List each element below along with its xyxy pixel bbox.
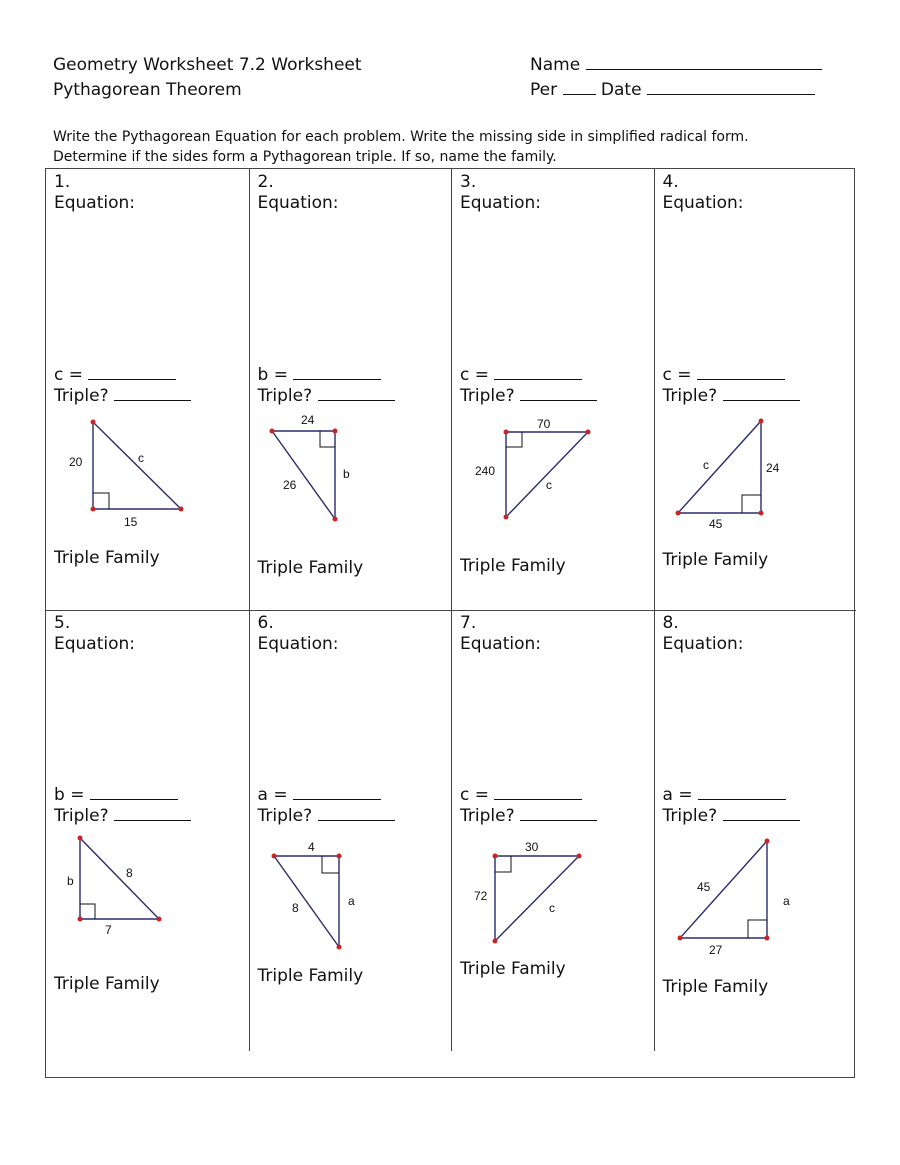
name-blank[interactable] [586,55,822,70]
vertex-dot [493,854,498,859]
triple-family-label: Triple Family [257,558,364,578]
problem-number: 3. [460,172,477,192]
side-label: b [67,874,74,888]
equation-label: Equation: [662,193,744,213]
triple-label: Triple? [662,386,718,406]
problem-cell-8 [654,610,857,1051]
right-angle-marker [93,493,109,509]
vertex-dot [336,854,341,859]
triple-label: Triple? [54,806,109,826]
vertex-dot [677,936,682,941]
per-blank[interactable] [563,80,596,95]
problem-number: 5. [54,613,71,633]
problem-cell-4 [654,169,857,610]
side-label: 26 [282,478,296,492]
side-label: c [546,478,552,492]
triangle-outline [506,432,588,517]
equation-label: Equation: [257,193,339,213]
triple-label: Triple? [460,806,515,826]
problem-cell-2 [249,169,452,610]
vertex-dot [493,939,498,944]
problem-number: 4. [662,172,679,192]
side-label: a [347,894,355,908]
triple-label: Triple? [460,386,515,406]
problem-grid [45,168,855,1078]
problem-number: 7. [460,613,477,633]
instruction-line-1: Write the Pythagorean Equation for each problem. Write the missing side in simplified radical form. [53,129,749,145]
side-label: 45 [696,880,710,894]
answer-label: c = [662,365,692,385]
triangle-diagram [452,169,654,610]
side-label: 7 [105,923,112,937]
vertex-dot [179,507,184,512]
triple-family-label: Triple Family [662,977,769,997]
vertex-dot [586,430,591,435]
triple-family-label: Triple Family [460,556,566,576]
side-label: 72 [474,889,488,903]
triple-family-label: Triple Family [460,959,566,979]
answer-label: a = [257,785,288,805]
vertex-dot [764,936,769,941]
side-label: 30 [525,840,539,854]
vertex-dot [758,419,763,424]
side-label: 4 [307,840,315,854]
problem-cell-1 [46,169,249,610]
vertex-dot [332,517,337,522]
triangle-diagram [452,611,654,1052]
worksheet-title: Geometry Worksheet 7.2 Worksheet [53,55,362,75]
right-angle-marker [320,431,335,447]
vertex-dot [269,429,274,434]
equation-label: Equation: [460,193,542,213]
side-label: 15 [124,515,138,529]
problem-number: 2. [257,172,274,192]
date-blank[interactable] [647,80,815,95]
problem-number: 6. [257,613,274,633]
triangle-outline [93,422,181,509]
answer-label: a = [662,785,693,805]
right-angle-marker [748,920,767,938]
right-angle-marker [506,432,522,447]
problem-cell-5 [46,610,249,1051]
equation-label: Equation: [54,634,136,654]
side-label: 8 [126,866,133,880]
vertex-dot [332,429,337,434]
triangle-outline [680,841,767,938]
triangle-diagram [655,169,857,610]
right-angle-marker [495,856,511,872]
problem-cell-3 [451,169,654,610]
triangle-diagram [46,169,248,610]
vertex-dot [91,507,96,512]
vertex-dot [577,854,582,859]
answer-label: b = [54,785,85,805]
answer-label: c = [460,365,489,385]
instruction-line-2: Determine if the sides form a Pythagorean triple. If so, name the family. [53,149,557,165]
side-label: 24 [765,461,779,475]
equation-label: Equation: [257,634,339,654]
triangle-diagram [250,169,452,610]
side-label: c [138,451,144,465]
triple-family-label: Triple Family [662,550,769,570]
vertex-dot [78,917,83,922]
vertex-dot [91,420,96,425]
vertex-dot [271,854,276,859]
triple-family-label: Triple Family [54,548,160,568]
side-label: a [782,894,790,908]
vertex-dot [504,515,509,520]
right-angle-marker [80,904,95,919]
triple-family-label: Triple Family [257,966,364,986]
vertex-dot [758,511,763,516]
vertex-dot [764,839,769,844]
side-label: c [702,458,709,472]
side-label: 240 [475,464,496,478]
problem-number: 1. [54,172,71,192]
per-date-field[interactable] [530,80,815,100]
side-label: 24 [300,413,314,427]
side-label: 20 [69,455,83,469]
problem-cell-6 [249,610,452,1051]
right-angle-marker [742,495,761,513]
name-field[interactable] [530,55,822,75]
equation-label: Equation: [54,193,136,213]
problem-cell-7 [451,610,654,1051]
side-label: b [342,467,350,481]
equation-label: Equation: [662,634,744,654]
side-label: 8 [291,901,299,915]
answer-label: c = [54,365,83,385]
equation-label: Equation: [460,634,542,654]
right-angle-marker [322,856,339,873]
answer-label: b = [257,365,288,385]
triple-label: Triple? [257,806,313,826]
vertex-dot [336,945,341,950]
triple-label: Triple? [257,386,313,406]
triangle-outline [495,856,579,941]
per-label: Per [530,80,558,100]
worksheet-subtitle: Pythagorean Theorem [53,80,242,100]
vertex-dot [675,511,680,516]
vertex-dot [157,917,162,922]
side-label: 27 [708,943,722,957]
triangle-outline [80,838,159,919]
triple-family-label: Triple Family [54,974,160,994]
vertex-dot [78,836,83,841]
date-label: Date [600,80,642,100]
answer-label: c = [460,785,489,805]
triangle-outline [678,421,761,513]
name-label: Name [530,55,581,75]
side-label: 70 [537,417,551,431]
vertex-dot [504,430,509,435]
triple-label: Triple? [662,806,718,826]
problem-number: 8. [662,613,679,633]
triangle-outline [274,856,339,947]
triple-label: Triple? [54,386,109,406]
triangle-outline [272,431,335,519]
side-label: 45 [708,517,722,531]
side-label: c [549,901,555,915]
